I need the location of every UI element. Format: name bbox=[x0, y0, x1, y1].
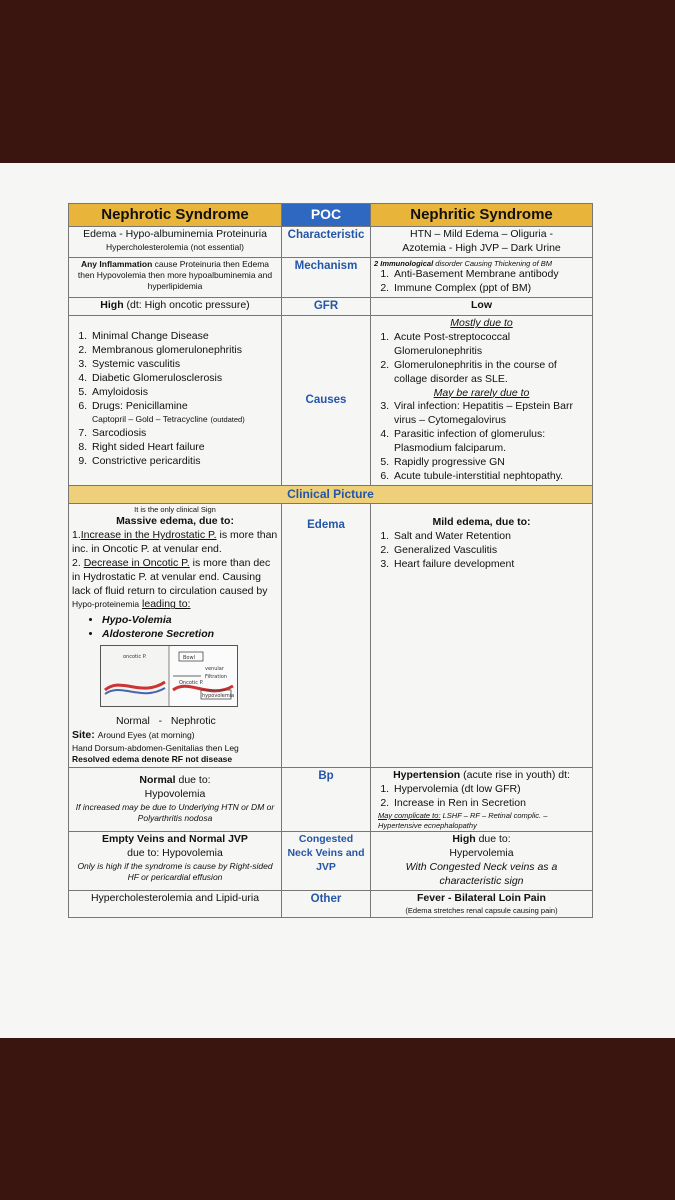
clinical-picture-band: Clinical Picture bbox=[69, 485, 593, 504]
diagram-caption: Normal - Nephrotic bbox=[116, 714, 216, 727]
gfr-left-rest: (dt: High oncotic pressure) bbox=[126, 299, 250, 312]
bp-left-line2: Hypovolemia bbox=[144, 787, 206, 800]
bp-nephrotic bbox=[69, 768, 282, 832]
neck-left-bold: Empty Veins and Normal JVP bbox=[102, 833, 248, 846]
edema-bullet: • Hypo-Volemia bbox=[102, 614, 278, 628]
edema-item-2-underlined: Decrease in Oncotic P. bbox=[83, 556, 190, 569]
gfr-nephritic: Low bbox=[371, 298, 593, 316]
comparison-table bbox=[68, 203, 593, 918]
characteristic-left-small: Hypercholesterolemia (not essential) bbox=[106, 241, 244, 252]
cause-item: 3. Systemic vasculitis bbox=[90, 358, 278, 372]
cause-item: 1. Minimal Change Disease bbox=[90, 330, 278, 344]
cause-item: 5. Amyloidosis bbox=[90, 386, 278, 400]
edema-item-1 bbox=[72, 529, 278, 557]
row-causes bbox=[69, 316, 593, 485]
row-clinical-band bbox=[69, 485, 593, 504]
row-other bbox=[69, 890, 593, 917]
diagram-label: Oncotic P. bbox=[179, 680, 204, 687]
poc-mechanism: Mechanism bbox=[282, 257, 371, 298]
bp-right-item: 1. Hypervolemia (dt low GFR) bbox=[392, 783, 589, 797]
cause-item: 2. Membranous glomerulonephritis bbox=[90, 344, 278, 358]
characteristic-right-line2: Azotemia - High JVP – Dark Urine bbox=[402, 241, 561, 254]
edema-note: It is the only clinical Sign bbox=[134, 505, 216, 515]
neck-right-rest: due to: bbox=[478, 833, 511, 846]
causes-nephritic bbox=[371, 316, 593, 485]
bp-complications: LSHF – RF – Retinal complic. – Hypertensive ecnephalopathy bbox=[378, 810, 548, 830]
site-label: Site: bbox=[72, 728, 95, 741]
bp-right-item: 2. Increase in Ren in Secretion bbox=[392, 797, 589, 811]
other-nephrotic: Hypercholesterolemia and Lipid-uria bbox=[69, 890, 282, 917]
cause-item: 3. Viral infection: Hepatitis – Epstein Barr virus – Cytomegalovirus bbox=[392, 400, 589, 428]
other-right-small: (Edema stretches renal capsule causing pain) bbox=[405, 905, 558, 915]
other-nephritic bbox=[371, 890, 593, 917]
cause-drugs-sub: Captopril – Gold – Tetracycline bbox=[92, 414, 208, 425]
site-line-2: Hand Dorsum-abdomen-Genitalias then Leg bbox=[72, 742, 239, 753]
neck-right-bold: High bbox=[452, 833, 476, 846]
mechanism-left-rest: cause Proteinuria then Edema then Hypovolemia then more hypoalbuminemia and hyperlipidemia bbox=[77, 258, 273, 291]
row-mechanism bbox=[69, 257, 593, 298]
diagram-label: venular bbox=[205, 666, 224, 673]
edema-diagram bbox=[100, 645, 238, 707]
edema-right-item: 3. Heart failure development bbox=[392, 558, 589, 572]
row-gfr bbox=[69, 298, 593, 316]
row-bp bbox=[69, 768, 593, 832]
poc-gfr: GFR bbox=[282, 298, 371, 316]
cause-item: 1. Acute Post-streptococcal Glomerulonephritis bbox=[392, 331, 589, 359]
mechanism-right-italic: disorder Causing Thickening of BM bbox=[435, 258, 553, 268]
edema-resolved-note: Resolved edema denote RF not disease bbox=[72, 753, 233, 764]
gfr-nephrotic bbox=[69, 298, 282, 316]
bp-may-complicate: May complicate to: bbox=[378, 810, 441, 820]
edema-item-2-rest: is more than dec in Hydrostatic P. at venular end. Causing lack of fluid return to circulation caused by bbox=[72, 556, 271, 597]
poc-causes: Causes bbox=[282, 316, 371, 485]
edema-item-2 bbox=[72, 557, 278, 612]
characteristic-nephritic bbox=[371, 226, 593, 257]
mechanism-nephritic bbox=[371, 257, 593, 298]
cause-drugs-note: (outdated) bbox=[210, 415, 245, 425]
edema-site bbox=[72, 729, 278, 743]
edema-title: Massive edema, due to: bbox=[116, 515, 234, 528]
diagram-label: oncotic P. bbox=[123, 654, 147, 661]
mechanism-right-bold: 2 Immunological bbox=[374, 258, 434, 268]
edema-item-2-small: Hypo-proteinemia bbox=[72, 599, 140, 610]
diagram-label: Bowl bbox=[183, 655, 195, 662]
causes-nephrotic bbox=[69, 316, 282, 485]
edema-right-item: 1. Salt and Water Retention bbox=[392, 530, 589, 544]
mechanism-item: 2. Immune Complex (ppt of BM) bbox=[392, 282, 589, 296]
bp-right-rest: (acute rise in youth) dt: bbox=[463, 769, 570, 782]
mechanism-left-bold: Any Inflammation bbox=[80, 258, 153, 269]
edema-item-2-num: 2. bbox=[72, 556, 81, 569]
cause-item bbox=[90, 400, 278, 428]
header-nephritic: Nephritic Syndrome bbox=[371, 204, 593, 227]
diagram-label: Filtration bbox=[205, 674, 227, 681]
cause-item: 7. Sarcodiosis bbox=[90, 427, 278, 441]
neck-right-line2: Hypervolemia bbox=[449, 847, 514, 860]
mechanism-item: 1. Anti-Basement Membrane antibody bbox=[392, 268, 589, 282]
neck-left-italic: Only is high if the syndrome is cause by Right-sided HF or pericardial effusion bbox=[77, 861, 273, 883]
cause-item: 6. Acute tubule-interstitial nephtopathy. bbox=[392, 470, 589, 484]
mechanism-nephrotic bbox=[69, 257, 282, 298]
characteristic-right-line1: HTN – Mild Edema – Oliguria - bbox=[410, 227, 553, 240]
characteristic-left-text: Edema - Hypo-albuminemia Proteinuria bbox=[83, 227, 267, 240]
characteristic-nephrotic bbox=[69, 226, 282, 257]
poc-neck: Congested Neck Veins and JVP bbox=[282, 832, 371, 890]
causes-rarely-heading: May be rarely due to bbox=[433, 386, 530, 399]
edema-right-item: 2. Generalized Vasculitis bbox=[392, 544, 589, 558]
neck-left-line2: due to: Hypovolemia bbox=[127, 847, 223, 860]
row-neck-veins bbox=[69, 832, 593, 890]
cause-item: 5. Rapidly progressive GN bbox=[392, 456, 589, 470]
other-right-bold: Fever - Bilateral Loin Pain bbox=[417, 891, 546, 904]
edema-item-2-lead: leading to: bbox=[142, 598, 191, 611]
cause-item: 8. Right sided Heart failure bbox=[90, 441, 278, 455]
neck-nephritic bbox=[371, 832, 593, 890]
bp-left-bold: Normal bbox=[139, 774, 176, 787]
document-sheet bbox=[0, 163, 675, 1038]
edema-item-1-underlined: Increase in the Hydrostatic P. bbox=[80, 529, 217, 542]
gfr-left-bold: High bbox=[100, 299, 124, 312]
row-characteristic bbox=[69, 226, 593, 257]
cause-item: 9. Constrictive pericarditis bbox=[90, 455, 278, 469]
header-nephrotic: Nephrotic Syndrome bbox=[69, 204, 282, 227]
edema-item-1-num: 1. bbox=[72, 529, 81, 542]
cause-drugs: Drugs: Penicillamine bbox=[92, 399, 188, 412]
neck-right-italic: With Congested Neck veins as a characteristic sign bbox=[405, 861, 558, 888]
cause-item: 2. Glomerulonephritis in the course of collage disorder as SLE. bbox=[392, 359, 589, 387]
edema-right-title: Mild edema, due to: bbox=[432, 516, 531, 529]
row-edema bbox=[69, 504, 593, 768]
causes-mostly-heading: Mostly due to bbox=[450, 317, 513, 330]
neck-nephrotic bbox=[69, 832, 282, 890]
poc-edema: Edema bbox=[282, 504, 371, 768]
bp-left-italic: If increased may be due to Underlying HTN or DM or Polyarthritis nodosa bbox=[75, 801, 275, 824]
edema-item-1-rest: is more than inc. in Oncotic P. at venular end. bbox=[72, 529, 278, 556]
edema-nephrotic bbox=[69, 504, 282, 768]
site-text: Around Eyes (at morning) bbox=[97, 729, 195, 740]
poc-bp: Bp bbox=[282, 768, 371, 832]
bp-nephritic bbox=[371, 768, 593, 832]
header-poc: POC bbox=[282, 204, 371, 227]
bp-right-bold: Hypertension bbox=[393, 769, 461, 782]
poc-characteristic: Characteristic bbox=[282, 226, 371, 257]
cause-item: 4. Parasitic infection of glomerulus: Plasmodium falciparum. bbox=[392, 428, 589, 456]
diagram-label: hypovolemia bbox=[202, 693, 235, 700]
bp-left-rest: due to: bbox=[178, 774, 211, 787]
header-row bbox=[69, 204, 593, 227]
cause-item: 4. Diabetic Glomerulosclerosis bbox=[90, 372, 278, 386]
poc-other: Other bbox=[282, 890, 371, 917]
edema-nephritic bbox=[371, 504, 593, 768]
edema-bullet: • Aldosterone Secretion bbox=[102, 628, 278, 642]
